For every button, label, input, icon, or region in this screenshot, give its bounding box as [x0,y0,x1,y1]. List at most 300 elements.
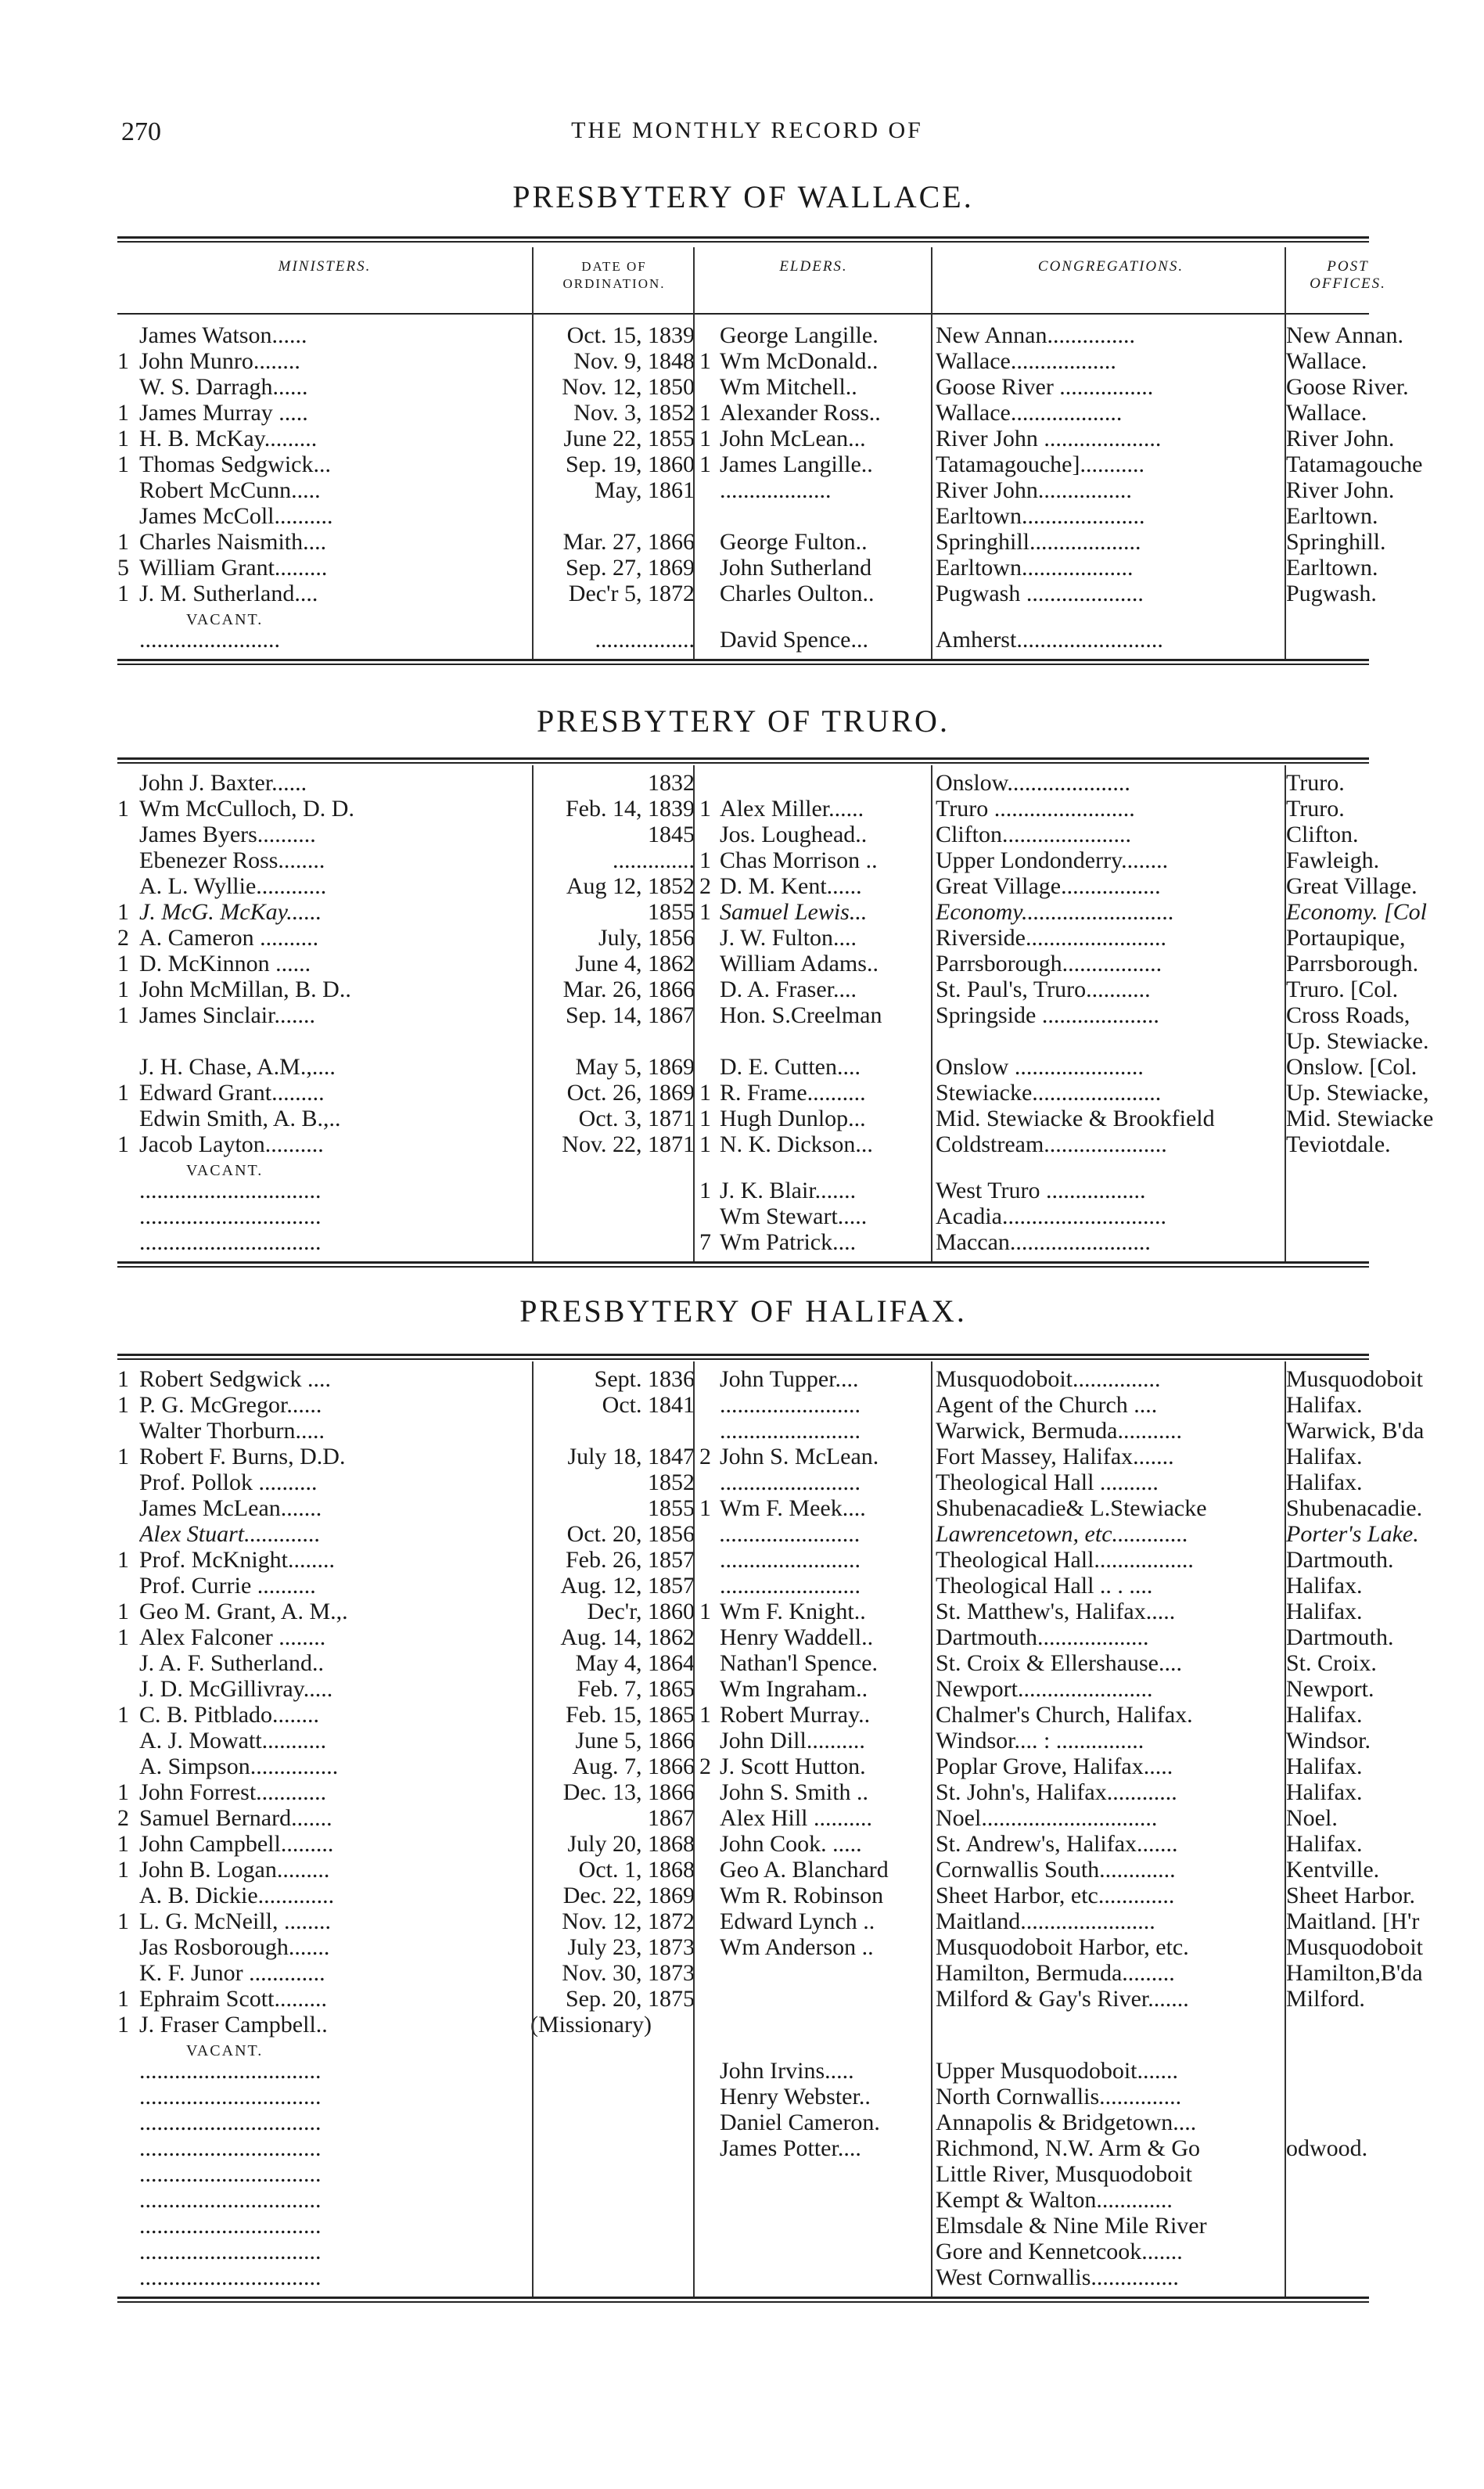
minister-name: J. Fraser Campbell.. [139,2012,328,2038]
congregation-name: Mid. Stewiacke & Brookfield [936,1106,1215,1131]
ordination-date: June 22, 1855 [563,426,695,451]
congregation-name: Annapolis & Bridgetown.... [936,2110,1197,2135]
post-office: Truro. [1286,770,1345,796]
col-header-elders: ELDERS. [779,258,848,275]
congregation-name: Musquodoboit Harbor, etc. [936,1934,1189,1960]
table-row [117,1028,1429,1055]
minister-count: 1 [117,951,129,977]
elder-name: J. W. Fulton.... [720,925,857,951]
minister-count: 1 [117,977,129,1002]
section-title: PRESBYTERY OF HALIFAX. [519,1293,967,1329]
congregation-name: Goose River ................ [936,374,1154,400]
minister-name: Edwin Smith, A. B.,.. [139,1106,341,1131]
ordination-date: Oct. 1, 1868 [578,1857,695,1883]
post-office: Onslow. [Col. [1286,1054,1418,1080]
table-row [117,2084,1369,2110]
minister-name: Edward Grant......... [139,1080,325,1106]
table-row [117,1908,1420,1935]
congregation-name: River John .................... [936,426,1162,451]
col-header-post-offices: POST OFFICES. [1310,258,1386,292]
minister-name: Alex Falconer ........ [139,1624,326,1650]
minister-count: 1 [117,1831,129,1857]
section-title: PRESBYTERY OF TRURO. [537,703,950,739]
congregation-name: Parrsborough................. [936,951,1162,977]
section-rule-top-inner [117,241,1369,243]
ordination-date: Feb. 15, 1865 [566,1702,695,1728]
elder-count: 1 [699,348,711,374]
ordination-date: Feb. 7, 1865 [577,1676,695,1702]
post-office: Up. Stewiacke, [1286,1080,1429,1106]
section-rule-top [117,1354,1369,1356]
post-office: Earltown. [1286,555,1378,581]
ordination-date: Nov. 30, 1873 [562,1960,695,1986]
post-office: Noel. [1286,1805,1338,1831]
elder-name: George Fulton.. [720,529,868,555]
congregation-name: River John................ [936,477,1132,503]
post-office: odwood. [1286,2135,1368,2161]
table-row [117,555,1378,581]
minister-name: Robert F. Burns, D.D. [139,1444,346,1469]
section-rule-top [117,236,1369,239]
elder-count: 7 [699,1229,711,1255]
elder-name: Wm Patrick.... [720,1229,857,1255]
table-row [117,1131,1391,1158]
minister-name: J. A. F. Sutherland.. [139,1650,324,1676]
minister-name: J. D. McGillivray..... [139,1676,333,1702]
ordination-date: Aug. 14, 1862 [560,1624,695,1650]
table-row [117,2187,1369,2214]
post-office: Truro. [1286,796,1345,822]
minister-name: Jas Rosborough....... [139,1934,330,1960]
minister-count: 2 [117,1805,129,1831]
elder-name: D. E. Cutten.... [720,1054,861,1080]
table-row [117,451,1423,478]
congregation-name: Musquodoboit............... [936,1366,1161,1392]
minister-name: John Forrest............ [139,1779,327,1805]
minister-name: ............................... [139,2239,322,2264]
elder-name: ........................ [720,1547,861,1573]
congregation-name: Truro ........................ [936,796,1135,822]
minister-count: 1 [117,1779,129,1805]
minister-count: 1 [117,1908,129,1934]
ordination-date: Feb. 14, 1839 [566,796,695,822]
ordination-date: Feb. 26, 1857 [566,1547,695,1573]
congregation-name: Agent of the Church .... [936,1392,1158,1418]
column-rule [532,1361,534,2297]
table-row [117,2110,1369,2136]
elder-name: Samuel Lewis... [720,899,868,925]
congregation-name: West Truro ................. [936,1178,1146,1203]
minister-name: Ephraim Scott......... [139,1986,327,2012]
minister-name: John J. Baxter...... [139,770,307,796]
elder-name: Wm Mitchell.. [720,374,857,400]
post-office: Cross Roads, [1286,1002,1410,1028]
post-office: Halifax. [1286,1573,1363,1599]
congregation-name: St. John's, Halifax............ [936,1779,1177,1805]
minister-name: Ebenezer Ross........ [139,847,325,873]
table-row [117,1495,1423,1522]
congregation-name: Amherst......................... [936,627,1163,653]
congregation-name: Wallace.................. [936,348,1116,374]
elder-name: Alexander Ross.. [720,400,881,426]
elder-name: ........................ [720,1521,861,1547]
congregation-name: St. Croix & Ellershause.... [936,1650,1182,1676]
elder-count: 1 [699,899,711,925]
minister-name: John Campbell......... [139,1831,334,1857]
post-office: Wallace. [1286,348,1367,374]
ordination-date: May, 1861 [594,477,695,503]
congregation-name: Hamilton, Bermuda......... [936,1960,1175,1986]
congregation-name: Warwick, Bermuda........... [936,1418,1182,1444]
elder-name: Henry Webster.. [720,2084,871,2110]
table-row [117,1779,1369,1806]
elder-name: Jos. Loughead.. [720,822,868,847]
post-office: Fawleigh. [1286,847,1380,873]
ordination-date: May 5, 1869 [575,1054,695,1080]
congregation-name: North Cornwallis.............. [936,2084,1182,2110]
minister-name: Samuel Bernard....... [139,1805,332,1831]
post-office: St. Croix. [1286,1650,1377,1676]
ordination-date: 1855 [648,899,695,925]
minister-count: 1 [117,426,129,451]
congregation-name: Onslow..................... [936,770,1130,796]
ordination-date: Aug. 12, 1857 [560,1573,695,1599]
table-row [117,1002,1410,1029]
post-office: Parrsborough. [1286,951,1419,977]
section-rule-bottom-inner [117,664,1369,665]
ordination-date: Mar. 27, 1866 [562,529,695,555]
minister-name: D. McKinnon ...... [139,951,311,977]
section-rule-top-inner [117,762,1369,764]
col-header-congregations: CONGREGATIONS. [1037,258,1184,275]
table-row [117,1676,1374,1703]
post-office: Halifax. [1286,1831,1363,1857]
minister-count: 1 [117,348,129,374]
ordination-date: June 4, 1862 [575,951,695,977]
congregation-name: Theological Hall .......... [936,1469,1159,1495]
elder-name: John S. Smith .. [720,1779,869,1805]
minister-name: Wm McCulloch, D. D. [139,796,354,822]
elder-name: J. Scott Hutton. [720,1753,866,1779]
table-row [117,2239,1369,2265]
congregation-name: Elmsdale & Nine Mile River [936,2213,1207,2239]
elder-name: John Dill.......... [720,1728,865,1753]
minister-count: 2 [117,925,129,951]
ordination-date: 1852 [648,1469,695,1495]
ordination-date: Nov. 9, 1848 [573,348,695,374]
congregation-name: Wallace................... [936,400,1123,426]
minister-name: Prof. Pollok .......... [139,1469,318,1495]
elder-name: John Sutherland [720,555,872,581]
post-office: Dartmouth. [1286,1624,1394,1650]
post-office: Warwick, B'da [1286,1418,1425,1444]
congregation-name: Pugwash .................... [936,581,1144,606]
congregation-name: Upper Musquodoboit....... [936,2058,1178,2084]
table-row [117,1366,1424,1393]
ordination-date: Aug. 7, 1866 [572,1753,695,1779]
elder-count: 1 [699,1495,711,1521]
post-office: Up. Stewiacke. [1286,1028,1429,1054]
table-row [117,951,1419,977]
table-row [117,1573,1369,1599]
ordination-date: Oct. 15, 1839 [566,322,695,348]
minister-name: ............................... [139,2264,322,2290]
congregation-name: St. Matthew's, Halifax..... [936,1599,1176,1624]
minister-name: K. F. Junor ............. [139,1960,325,1986]
elder-count: 2 [699,1444,711,1469]
minister-name: J. H. Chase, A.M.,.... [139,1054,336,1080]
elder-name: Henry Waddell.. [720,1624,874,1650]
ordination-date: Nov. 3, 1852 [573,400,695,426]
ordination-date: Dec. 13, 1866 [562,1779,695,1805]
post-office: Wallace. [1286,400,1367,426]
table-row [117,873,1418,900]
congregation-name: Tatamagouche]........... [936,451,1144,477]
column-rule [693,247,695,659]
elder-name: Alex Miller...... [720,796,864,822]
elder-name: ................... [720,477,832,503]
column-rule [931,1361,932,2297]
elder-name: Wm R. Robinson [720,1883,884,1908]
congregation-name: Great Village................. [936,873,1161,899]
minister-count: 1 [117,1547,129,1573]
ordination-date: Sep. 19, 1860 [566,451,695,477]
minister-name: J. M. Sutherland.... [139,581,318,606]
minister-name: VACANT. [186,2042,264,2059]
minister-name: Alex Stuart............. [139,1521,321,1547]
elder-name: R. Frame.......... [720,1080,866,1106]
table-row [117,374,1409,401]
elder-count: 1 [699,451,711,477]
table-row [117,400,1369,426]
congregation-name: St. Andrew's, Halifax....... [936,1831,1178,1857]
ordination-date: Oct. 20, 1856 [566,1521,695,1547]
table-row [117,1650,1377,1677]
ordination-date: Sept. 1836 [594,1366,695,1392]
minister-count: 1 [117,1366,129,1392]
ordination-date: Nov. 12, 1872 [562,1908,695,1934]
table-row [117,1521,1419,1548]
congregation-name: Riverside........................ [936,925,1166,951]
minister-name: ............................... [139,2187,322,2213]
minister-name: A. Simpson............... [139,1753,339,1779]
ordination-date: 1855 [648,1495,695,1521]
section-rule-bottom-inner [117,1266,1369,1268]
elder-name: N. K. Dickson... [720,1131,873,1157]
elder-count: 1 [699,1702,711,1728]
minister-count: 5 [117,555,129,581]
post-office: Musquodoboit [1286,1934,1424,1960]
table-row [117,1934,1424,1961]
elder-name: Alex Hill .......... [720,1805,872,1831]
ordination-date: 1867 [648,1805,695,1831]
minister-count: 1 [117,1002,129,1028]
page-number: 270 [121,117,161,146]
elder-name: John McLean... [720,426,866,451]
elder-name: Wm F. Meek.... [720,1495,866,1521]
minister-name: L. G. McNeill, ........ [139,1908,331,1934]
elder-name: David Spence... [720,627,868,653]
minister-count: 1 [117,1986,129,2012]
minister-name: William Grant......... [139,555,328,581]
table-row [117,1883,1415,1909]
elder-name: Wm McDonald.. [720,348,879,374]
minister-name: Charles Naismith.... [139,529,327,555]
ordination-date: 1845 [648,822,695,847]
congregation-name: Springhill................... [936,529,1141,555]
minister-name: James McLean....... [139,1495,322,1521]
post-office: Mid. Stewiacke [1286,1106,1434,1131]
post-office: River John. [1286,426,1395,451]
congregation-name: Shubenacadie& L.Stewiacke [936,1495,1207,1521]
ordination-date: Nov. 22, 1871 [562,1131,695,1157]
congregation-name: Richmond, N.W. Arm & Go [936,2135,1201,2161]
post-office: Shubenacadie. [1286,1495,1423,1521]
minister-name: ........................ [139,627,280,653]
elder-name: Wm Anderson .. [720,1934,874,1960]
congregation-name: Coldstream..................... [936,1131,1167,1157]
congregation-name: St. Paul's, Truro........... [936,977,1151,1002]
congregation-name: Theological Hall .. . .... [936,1573,1153,1599]
table-row [117,1444,1369,1470]
ordination-date: June 5, 1866 [575,1728,695,1753]
minister-count: 1 [117,1599,129,1624]
elder-name: John Tupper.... [720,1366,859,1392]
post-office: River John. [1286,477,1395,503]
minister-name: James Byers.......... [139,822,316,847]
ordination-date: Oct. 1841 [602,1392,695,1418]
column-rule [1285,1361,1286,2297]
post-office: Clifton. [1286,822,1359,847]
column-rule [931,765,932,1261]
table-row [117,847,1380,874]
table-row [117,503,1378,530]
table-row [117,796,1369,822]
congregation-name: Fort Massey, Halifax....... [936,1444,1174,1469]
elder-name: John Irvins..... [720,2058,854,2084]
post-office: Economy. [Col [1286,899,1427,925]
congregation-name: Economy.......................... [936,899,1174,925]
elder-count: 1 [699,1599,711,1624]
ordination-date: Sep. 27, 1869 [566,555,695,581]
post-office: Truro. [Col. [1286,977,1399,1002]
elder-name: ........................ [720,1418,861,1444]
elder-name: Wm Stewart..... [720,1203,868,1229]
congregation-name: Windsor.... : ............... [936,1728,1144,1753]
table-row [117,1547,1394,1574]
table-row [117,1469,1369,1496]
table-row [117,2264,1369,2291]
column-rule [931,247,932,659]
column-rule [532,247,534,659]
post-office: Portaupique, [1286,925,1406,951]
congregation-name: Dartmouth................... [936,1624,1149,1650]
minister-name: ............................... [139,2213,322,2239]
minister-name: Jacob Layton.......... [139,1131,324,1157]
section-rule-bottom [117,1261,1369,1264]
ordination-date: Sep. 20, 1875 [566,1986,695,2012]
ordination-date: ................. [595,627,695,653]
congregation-name: Clifton...................... [936,822,1132,847]
table-row [117,2058,1369,2084]
minister-name: Prof. McKnight........ [139,1547,335,1573]
elder-name: William Adams.. [720,951,879,977]
minister-name: ............................... [139,2058,322,2084]
table-row [117,1054,1418,1081]
congregation-name: Milford & Gay's River....... [936,1986,1189,2012]
minister-name: ............................... [139,1203,322,1229]
minister-name: ............................... [139,2084,322,2110]
elder-name: Geo A. Blanchard [720,1857,889,1883]
post-office: Newport. [1286,1676,1374,1702]
table-row [117,977,1399,1003]
minister-count: 1 [117,899,129,925]
table-row [117,1805,1369,1832]
elder-name: John S. McLean. [720,1444,879,1469]
table-row [117,627,1369,653]
minister-count: 1 [117,529,129,555]
minister-name: James McColl.......... [139,503,333,529]
table-row [117,1392,1369,1419]
column-rule [532,765,534,1261]
post-office: Halifax. [1286,1702,1363,1728]
minister-name: John Munro........ [139,348,300,374]
elder-name: Charles Oulton.. [720,581,875,606]
minister-name: ............................... [139,1178,322,1203]
congregation-name: Gore and Kennetcook....... [936,2239,1183,2264]
elder-name: Wm F. Knight.. [720,1599,866,1624]
minister-name: VACANT. [186,1162,264,1179]
elder-name: Wm Ingraham.. [720,1676,868,1702]
ordination-date: (Missionary) [530,2012,652,2038]
minister-name: Robert Sedgwick .... [139,1366,331,1392]
ordination-date: July 18, 1847 [567,1444,695,1469]
table-row [117,822,1369,848]
table-row [117,1203,1369,1230]
minister-name: H. B. McKay......... [139,426,318,451]
elder-name: ........................ [720,1392,861,1418]
elder-name: D. M. Kent...... [720,873,862,899]
header-rule [117,313,1369,315]
col-header-date: DATE OF ORDINATION. [562,259,666,291]
table-row [117,2135,1369,2162]
post-office: Dartmouth. [1286,1547,1394,1573]
elder-name: Robert Murray.. [720,1702,871,1728]
minister-name: VACANT. [186,611,264,628]
elder-name: John Cook. ..... [720,1831,862,1857]
table-row [117,1986,1369,2012]
elder-name: Daniel Cameron. [720,2110,880,2135]
table-row [117,477,1395,504]
table-row [117,1702,1369,1728]
post-office: Great Village. [1286,873,1418,899]
elder-name: James Langille.. [720,451,873,477]
congregation-name: Theological Hall................. [936,1547,1194,1573]
minister-name: ............................... [139,2161,322,2187]
running-title: THE MONTHLY RECORD OF [571,117,923,143]
ordination-date: Sep. 14, 1867 [566,1002,695,1028]
post-office: New Annan. [1286,322,1403,348]
table-row [117,899,1427,926]
elder-count: 1 [699,847,711,873]
congregation-name: Cornwallis South............. [936,1857,1176,1883]
column-rule [693,765,695,1261]
section-rule-bottom-inner [117,2301,1369,2303]
elder-count: 2 [699,873,711,899]
minister-name: ............................... [139,2110,322,2135]
minister-name: Walter Thorburn..... [139,1418,325,1444]
minister-count: 1 [117,1392,129,1418]
